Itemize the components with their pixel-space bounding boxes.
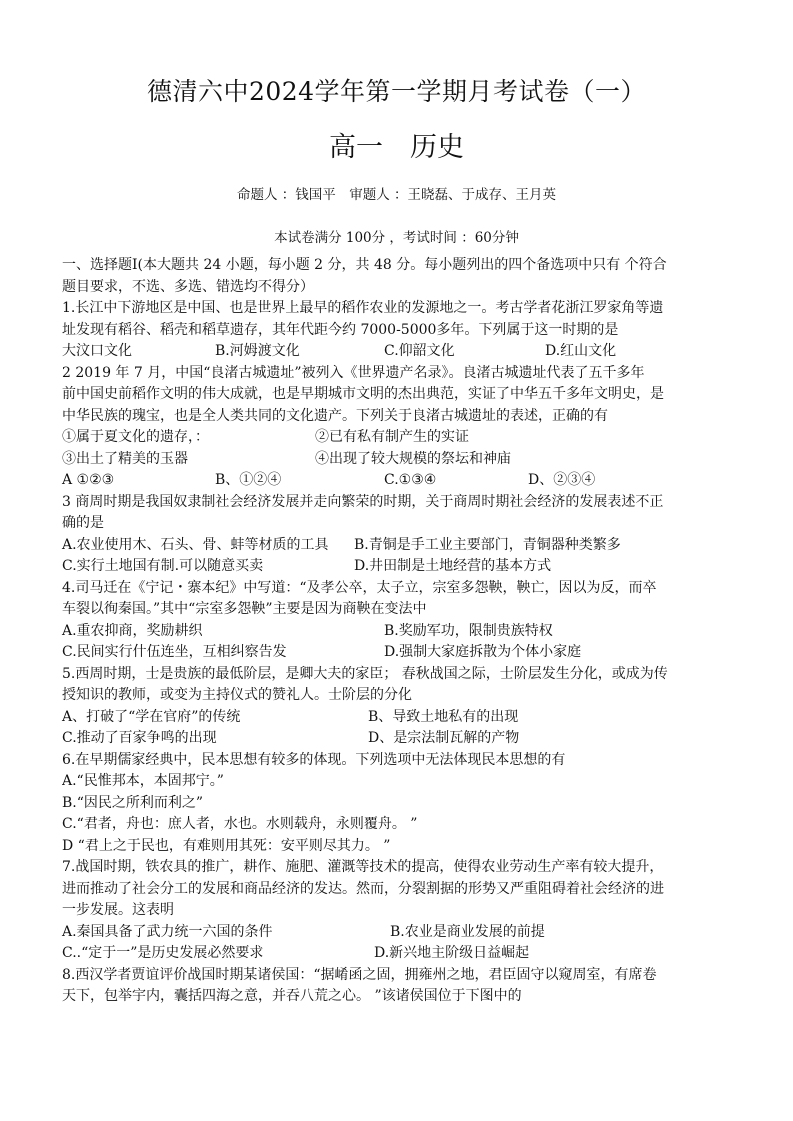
question-2-options bbox=[62, 470, 742, 492]
question-4-options bbox=[62, 642, 742, 664]
question-8-stem: 8.西汉学者贾谊评价战国时期某诸侯国：“据崤函之固，拥雍州之地，君臣固守以窥周室，有席卷 bbox=[62, 966, 657, 983]
option-d: D.强制大家庭拆散为个体小家庭 bbox=[384, 644, 582, 660]
question-4-stem: 4.司马迁在《宁记・寨本纪》中写道：“及孝公卒，太子立，宗室多怨鞅，鞅亡，因以为反，而卒 bbox=[62, 579, 657, 596]
option-c: C..“定于一”是历史发展必然要求 bbox=[62, 945, 264, 961]
question-7-stem: 进而推动了社会分工的发展和商品经济的发达。然而，分裂割据的形势又严重阻碍着社会经济的进 bbox=[62, 880, 664, 897]
exam-authors: 命题人 ：钱国平 审题人 ：王晓磊、于成存、王月英 bbox=[236, 187, 557, 203]
option-c: C.实行土地国有制.可以随意买卖 bbox=[62, 558, 264, 574]
option-d: D、是宗法制瓦解的产物 bbox=[368, 730, 520, 746]
question-5-options bbox=[62, 728, 742, 750]
question-6-stem: 6.在早期儒家经典中，民本思想有较多的体现。下列选项中无法体现民本思想的有 bbox=[62, 751, 566, 768]
exam-scoring: 本试卷满分 100分 ，考试时间 ：60分钟 bbox=[274, 230, 519, 246]
question-3-stem: 3 商周时期是我国奴隶制社会经济发展并走向繁荣的时期，关于商周时期社会经济的发展表述不正 bbox=[62, 493, 664, 510]
option-a: A ①②③ bbox=[62, 472, 115, 488]
item-3: ③出土了精美的玉器 bbox=[62, 450, 188, 467]
option-b: B.农业是商业发展的前提 bbox=[390, 923, 545, 940]
option-c: C.①③④ bbox=[384, 472, 437, 488]
question-2-items bbox=[62, 449, 742, 471]
option-d: D.新兴地主阶级日益崛起 bbox=[374, 945, 530, 961]
question-8-stem: 天下，包举宇内，囊括四海之意，并吞八荒之心。 ”该诸侯国位于下图中的 bbox=[62, 988, 522, 1004]
item-2: ②已有私有制产生的实证 bbox=[315, 429, 469, 445]
question-7-options bbox=[62, 922, 742, 944]
question-3-options bbox=[62, 535, 742, 557]
question-5-stem: 授知识的教师，或变为主持仪式的赞礼人。士阶层的分化 bbox=[62, 687, 412, 703]
option-b: B.河姆渡文化 bbox=[215, 343, 300, 359]
option-a: A.“民惟邦本，本固邦宁。” bbox=[62, 773, 224, 789]
option-b: B.青铜是手工业主要部门，青铜器种类繁多 bbox=[354, 536, 621, 553]
section-heading-line: 一、选择题Ⅰ(本大题共 24 小题，每小题 2 分，共 48 分。每小题列出的四个备选项中只有 个符合 bbox=[62, 257, 667, 273]
option-a: A.秦国具备了武力统一六国的条件 bbox=[62, 923, 273, 940]
option-b: B.“因民之所利而利之” bbox=[62, 794, 204, 811]
option-a: 大汶口文化 bbox=[62, 343, 132, 359]
option-a: A、打破了“学在官府”的传统 bbox=[62, 708, 241, 725]
question-2-stem: 2 2019 年 7 月，中国“良渚古城遗址”被列入《世界遗产名录》。良渚古城遗址代表了五千多年 bbox=[62, 364, 645, 381]
question-4-options bbox=[62, 621, 742, 643]
question-1-stem: 址发现有稻谷、稻壳和稻草遗存，其年代距今约 7000-5000多年。下列属于这一时期的是 bbox=[62, 321, 619, 338]
question-4-stem: 车裂以徇秦国。”其中“宗室多怨鞅”主要是因为商鞅在变法中 bbox=[62, 601, 427, 617]
section-heading-line: 题目要求，不选、多选、错选均不得分） bbox=[62, 278, 314, 295]
option-a: A.农业使用木、石头、骨、蚌等材质的工具 bbox=[62, 536, 329, 553]
option-b: B、①②④ bbox=[215, 472, 282, 488]
option-a: A.重农抑商，奖励耕织 bbox=[62, 622, 203, 639]
option-c: C.“君者，舟也：庶人者，水也。水则载舟，永则覆舟。 ” bbox=[62, 816, 418, 832]
option-d: D、②③④ bbox=[528, 472, 596, 488]
question-7-options bbox=[62, 943, 742, 965]
question-5-stem: 5.西周时期，士是贵族的最低阶层，是卿大夫的家臣； 春秋战国之际，士阶层发生分化，或成为传 bbox=[62, 665, 668, 682]
question-5-options bbox=[62, 707, 742, 729]
exam-subtitle: 高一 历史 bbox=[329, 132, 464, 163]
question-1-stem: 1.长江中下游地区是中国、也是世界上最早的稻作农业的发源地之一。考古学者花浙江罗家角等遗 bbox=[62, 300, 664, 316]
question-7-stem: 7.战国时期，铁农具的推广，耕作、施肥、灌溉等技术的提高，使得农业劳动生产率有较大提升， bbox=[62, 859, 664, 875]
item-1: ①属于夏文化的遗存，： bbox=[62, 429, 209, 445]
option-d: D “君上之于民也，有难则用其死：安平则尽其力。 ” bbox=[62, 837, 391, 854]
question-7-stem: 一步发展。这表明 bbox=[62, 902, 174, 918]
option-d: D.井田制是土地经营的基本方式 bbox=[354, 558, 552, 574]
option-b: B.奖励军功，限制贵族特权 bbox=[384, 622, 553, 639]
exam-title: 德清六中2024学年第一学期月考试卷（一） bbox=[146, 77, 647, 106]
question-2-stem: 前中国史前稻作文明的伟大成就，也是早期城市文明的杰出典范，实证了中华五千多年文明史，是 bbox=[62, 386, 664, 402]
question-3-options bbox=[62, 556, 742, 578]
option-d: D.红山文化 bbox=[545, 343, 617, 359]
question-1-options bbox=[62, 341, 742, 363]
question-2-items bbox=[62, 427, 742, 449]
item-4: ④出现了较大规模的祭坛和神庙 bbox=[315, 450, 511, 467]
option-c: C.民间实行什伍连坐，互相纠察告发 bbox=[62, 644, 287, 660]
question-3-stem: 确的是 bbox=[62, 515, 104, 531]
question-2-stem: 中华民族的瑰宝，也是全人类共同的文化遗产。下列关于良渚古城遗址的表述，正确的有 bbox=[62, 407, 608, 424]
option-b: B、导致土地私有的出现 bbox=[368, 708, 519, 725]
option-c: C.推动了百家争鸣的出现 bbox=[62, 730, 217, 746]
exam-body bbox=[62, 255, 742, 1008]
option-c: C.仰韶文化 bbox=[384, 343, 455, 359]
